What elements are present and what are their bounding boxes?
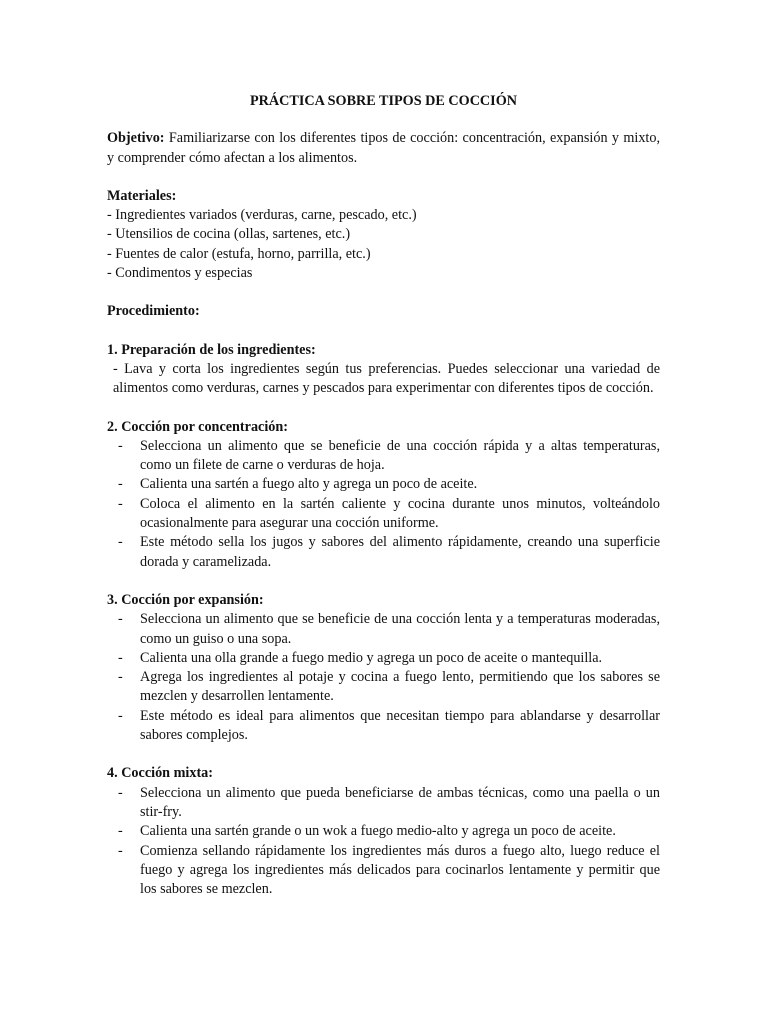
bullet-dash: - xyxy=(118,611,123,628)
materials-list xyxy=(107,206,660,283)
list-item xyxy=(107,668,660,707)
list-item xyxy=(107,649,660,668)
bullet-dash: - xyxy=(118,842,123,859)
objective-paragraph xyxy=(107,129,660,168)
list-item xyxy=(107,707,660,746)
materials-item: - Condimentos y especias xyxy=(107,265,253,282)
list-item-text: Comienza sellando rápidamente los ingredientes más duros a fuego alto, luego reduce el fuego y agrega los ingredientes más delicados para cocinarlos lentamente y permitir que los sabores se mezclen. xyxy=(140,842,660,898)
materials-item: - Utensilios de cocina (ollas, sartenes, etc.) xyxy=(107,226,351,243)
list-item-text: Calienta una olla grande a fuego medio y agrega un poco de aceite o mantequilla. xyxy=(140,649,603,666)
materials-item: - Fuentes de calor (estufa, horno, parrilla, etc.) xyxy=(107,245,371,262)
section-4 xyxy=(107,764,660,899)
list-item-text: Calienta una sartén grande o un wok a fuego medio-alto y agrega un poco de aceite. xyxy=(140,823,616,840)
page-title: PRÁCTICA SOBRE TIPOS DE COCCIÓN xyxy=(250,93,517,109)
section-2 xyxy=(107,418,660,572)
list-item xyxy=(107,533,660,572)
objective-text: Familiarizarse con los diferentes tipos de cocción: concentración, expansión y mixto, y comprender cómo afectan a los alimentos. xyxy=(107,130,660,166)
section-heading: 4. Cocción mixta: xyxy=(107,765,213,782)
list-item-text: Este método sella los jugos y sabores del alimento rápidamente, creando una superficie dorada y caramelizada. xyxy=(140,534,660,570)
materials-item: - Ingredientes variados (verduras, carne, pescado, etc.) xyxy=(107,207,417,224)
section-1 xyxy=(107,341,660,399)
bullet-dash: - xyxy=(118,437,123,454)
list-item-text: Selecciona un alimento que pueda beneficiarse de ambas técnicas, como una paella o un stir-fry. xyxy=(140,784,660,820)
bullet-dash: - xyxy=(118,784,123,801)
list-item-text: Selecciona un alimento que se beneficie de una cocción lenta y a temperaturas moderadas, como un guiso o una sopa. xyxy=(140,611,660,647)
bullet-dash: - xyxy=(118,649,123,666)
section-2-list xyxy=(107,437,660,572)
document-page xyxy=(107,92,660,899)
bullet-dash: - xyxy=(118,823,123,840)
section-heading: 1. Preparación de los ingredientes: xyxy=(107,341,316,358)
list-item xyxy=(107,784,660,823)
section-3-list xyxy=(107,610,660,745)
section-heading: 2. Cocción por concentración: xyxy=(107,418,288,435)
section-heading: 3. Cocción por expansión: xyxy=(107,591,264,608)
list-item xyxy=(107,822,660,841)
list-item-text: Coloca el alimento en la sartén caliente y cocina durante unos minutos, volteándolo ocasionalmente para asegurar una cocción uniforme. xyxy=(140,495,660,532)
procedure-heading xyxy=(107,302,660,321)
list-item-text: Agrega los ingredientes al potaje y cocina a fuego lento, permitiendo que los sabores se mezclen y desarrollen lentamente. xyxy=(140,669,660,705)
list-item xyxy=(107,610,660,649)
bullet-dash: - xyxy=(118,707,123,724)
section-3 xyxy=(107,591,660,745)
materials-label: Materiales: xyxy=(107,187,177,204)
list-item xyxy=(107,495,660,534)
list-item-text: Calienta una sartén a fuego alto y agrega un poco de aceite. xyxy=(140,476,478,493)
section-1-text: - Lava y corta los ingredientes según tus preferencias. Puedes seleccionar una variedad de alimentos como verduras, carnes y pescados para experimentar con diferentes tipos de cocción. xyxy=(113,360,660,397)
bullet-dash: - xyxy=(118,476,123,493)
bullet-dash: - xyxy=(118,669,123,686)
section-4-list xyxy=(107,784,660,900)
list-item-text: Este método es ideal para alimentos que necesitan tiempo para ablandarse y desarrollar sabores complejos. xyxy=(140,707,660,744)
bullet-dash: - xyxy=(118,495,123,512)
procedure-label: Procedimiento: xyxy=(107,303,200,320)
list-item xyxy=(107,475,660,494)
materials-section xyxy=(107,187,660,283)
list-item xyxy=(107,437,660,476)
list-item xyxy=(107,842,660,900)
list-item-text: Selecciona un alimento que se beneficie de una cocción rápida y a altas temperaturas, como un filete de carne o verduras de hoja. xyxy=(140,437,660,474)
objective-label: Objetivo: xyxy=(107,130,165,147)
bullet-dash: - xyxy=(118,534,123,551)
